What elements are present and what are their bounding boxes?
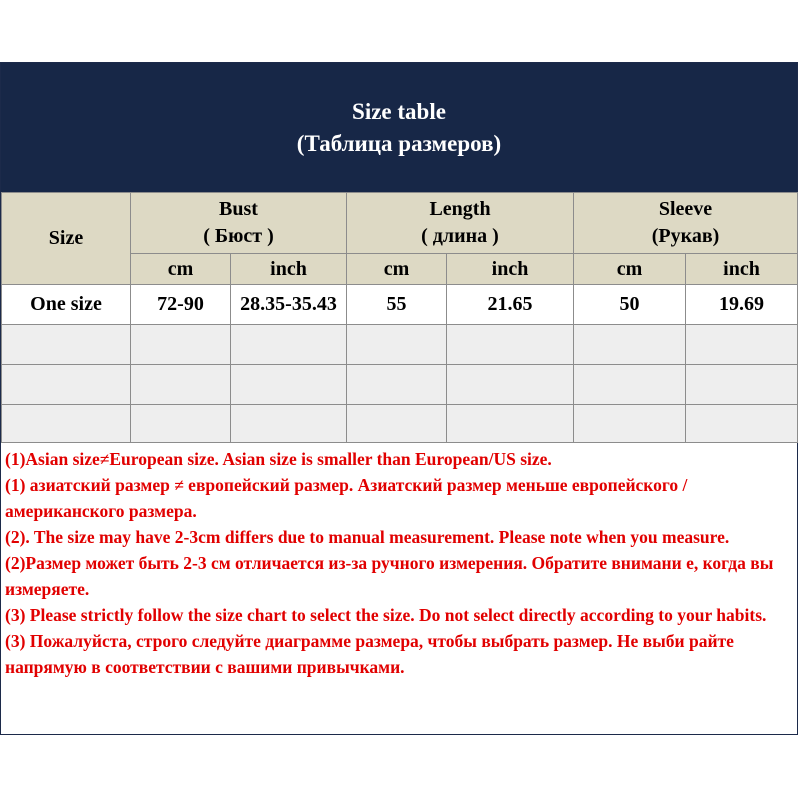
note-asian-size-en: (1)Asian size≠European size. Asian size is smaller than European/US size. xyxy=(5,449,552,469)
empty-table-row xyxy=(2,325,798,365)
empty-cell xyxy=(686,365,798,405)
empty-cell xyxy=(686,325,798,365)
bust-label: Bust xyxy=(219,198,258,220)
empty-cell xyxy=(574,325,686,365)
unit-bust-inch: inch xyxy=(231,254,347,285)
empty-cell xyxy=(2,405,131,443)
empty-cell xyxy=(447,365,574,405)
size-notes xyxy=(1,442,797,734)
bust-group-header xyxy=(131,193,347,254)
unit-sleeve-cm: cm xyxy=(574,254,686,285)
empty-cell xyxy=(231,405,347,443)
empty-cell xyxy=(131,405,231,443)
empty-table-row xyxy=(2,405,798,443)
length-inch-cell: 21.65 xyxy=(447,285,574,325)
length-group-header xyxy=(347,193,574,254)
bust-label-russian: ( Бюст ) xyxy=(203,225,274,247)
title-russian: (Таблица размеров) xyxy=(296,131,502,156)
table-row xyxy=(2,285,798,325)
size-cell: One size xyxy=(2,285,131,325)
empty-table-row xyxy=(2,365,798,405)
note-asian-size-ru: (1) азиатский размер ≠ европейский размер. Азиатский размер меньше европейского / американского размера. xyxy=(5,475,688,521)
header-row-groups xyxy=(2,193,798,254)
size-column-label: Size xyxy=(48,227,84,249)
empty-cell xyxy=(347,405,447,443)
length-label: Length xyxy=(429,198,491,220)
note-measurement-en: (2). The size may have 2-3cm differs due to manual measurement. Please note when you measure. xyxy=(5,527,730,547)
title-english: Size table xyxy=(352,99,446,124)
unit-sleeve-inch: inch xyxy=(686,254,798,285)
note-follow-chart-en: (3) Please strictly follow the size chart to select the size. Do not select directly according to your habits. xyxy=(5,605,767,625)
empty-cell xyxy=(574,365,686,405)
size-column-header xyxy=(2,193,131,285)
size-table xyxy=(1,192,798,443)
sleeve-label: Sleeve xyxy=(658,198,713,220)
sleeve-cm-cell: 50 xyxy=(574,285,686,325)
unit-length-inch: inch xyxy=(447,254,574,285)
bust-cm-cell: 72-90 xyxy=(131,285,231,325)
empty-cell xyxy=(447,325,574,365)
empty-cell xyxy=(131,365,231,405)
empty-cell xyxy=(131,325,231,365)
unit-length-cm: cm xyxy=(347,254,447,285)
empty-cell xyxy=(686,405,798,443)
empty-cell xyxy=(231,325,347,365)
empty-cell xyxy=(2,325,131,365)
bust-inch-cell: 28.35-35.43 xyxy=(231,285,347,325)
empty-cell xyxy=(347,325,447,365)
sleeve-inch-cell: 19.69 xyxy=(686,285,798,325)
length-label-russian: ( длина ) xyxy=(421,225,499,247)
size-chart-frame xyxy=(0,62,798,735)
note-follow-chart-ru: (3) Пожалуйста, строго следуйте диаграмме размера, чтобы выбрать размер. Не выби райте напрямую в соответствии с вашими привычками. xyxy=(5,631,734,677)
empty-cell xyxy=(347,365,447,405)
length-cm-cell: 55 xyxy=(347,285,447,325)
empty-cell xyxy=(2,365,131,405)
title-band xyxy=(1,63,797,192)
unit-bust-cm: cm xyxy=(131,254,231,285)
sleeve-label-russian: (Рукав) xyxy=(651,225,720,247)
empty-cell xyxy=(447,405,574,443)
empty-cell xyxy=(231,365,347,405)
empty-cell xyxy=(574,405,686,443)
sleeve-group-header xyxy=(574,193,798,254)
note-measurement-ru: (2)Размер может быть 2-3 см отличается из-за ручного измерения. Обратите внимани е, когда вы измеряете. xyxy=(5,553,774,599)
